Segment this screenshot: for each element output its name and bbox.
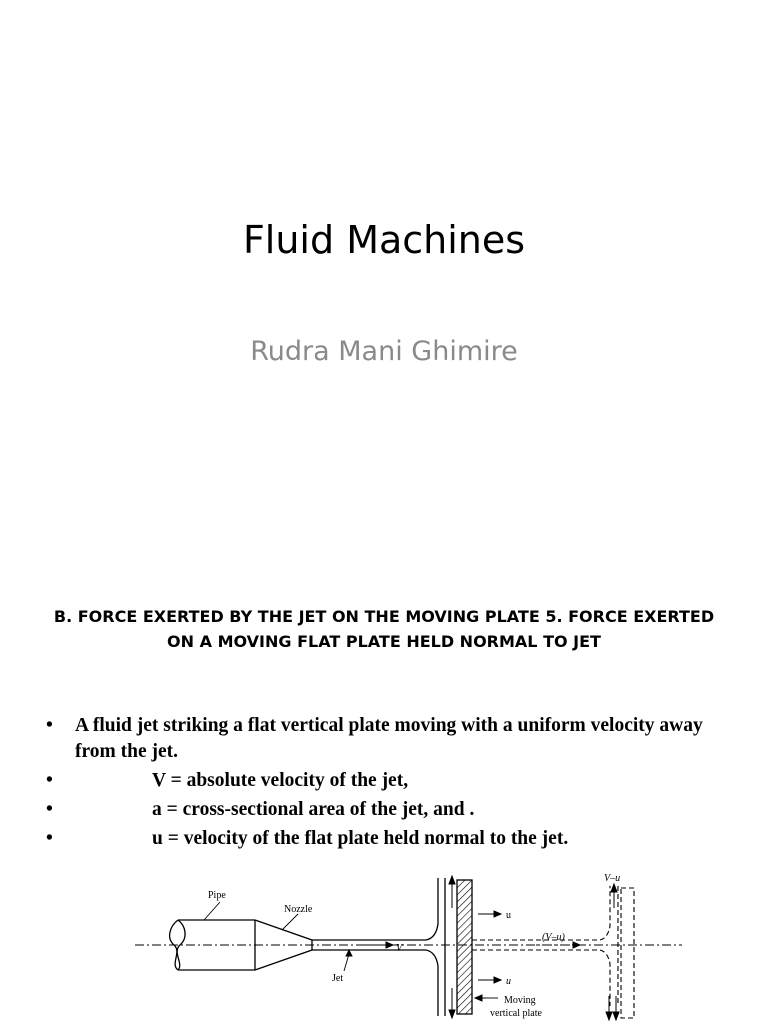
moving-plate xyxy=(457,880,472,1014)
relative-velocity-arrows xyxy=(530,884,619,1020)
relative-velocity-label: (V–u) xyxy=(542,932,565,943)
velocity-v-label: V xyxy=(396,943,403,954)
bullet-item: • u = velocity of the flat plate held normal to the jet. xyxy=(46,826,736,852)
moving-label: Moving xyxy=(504,995,536,1006)
relative-velocity-top-label: V–u xyxy=(604,873,621,884)
bullet-item: • a = cross-sectional area of the jet, and . xyxy=(46,797,736,823)
pipe-label: Pipe xyxy=(208,890,226,901)
diagram-svg xyxy=(130,868,710,1024)
vertical-plate-label: vertical plate xyxy=(490,1008,542,1019)
plate-velocity-label-top: u xyxy=(506,910,511,921)
plate-velocity-arrows xyxy=(475,911,501,1001)
spread-arrows xyxy=(449,876,455,1018)
jet-label: Jet xyxy=(332,973,344,984)
plate-velocity-label-bottom: u xyxy=(506,976,511,987)
jet-velocity-arrow xyxy=(360,942,393,948)
nozzle-label: Nozzle xyxy=(284,904,313,915)
jet-plate-diagram xyxy=(130,868,710,1024)
bullet-item: • V = absolute velocity of the jet, xyxy=(46,768,736,794)
jet-stream xyxy=(312,878,445,1016)
section-heading: B. FORCE EXERTED BY THE JET ON THE MOVING PLATE 5. FORCE EXERTED ON A MOVING FLAT PLATE HELD NORMAL TO JET xyxy=(53,607,715,651)
bullet-list xyxy=(46,713,736,855)
bullet-item: • A fluid jet striking a flat vertical plate moving with a uniform velocity away from the jet. xyxy=(46,713,736,765)
slide-title: Fluid Machines xyxy=(242,218,526,262)
slide-subtitle: Rudra Mani Ghimire xyxy=(250,336,518,367)
